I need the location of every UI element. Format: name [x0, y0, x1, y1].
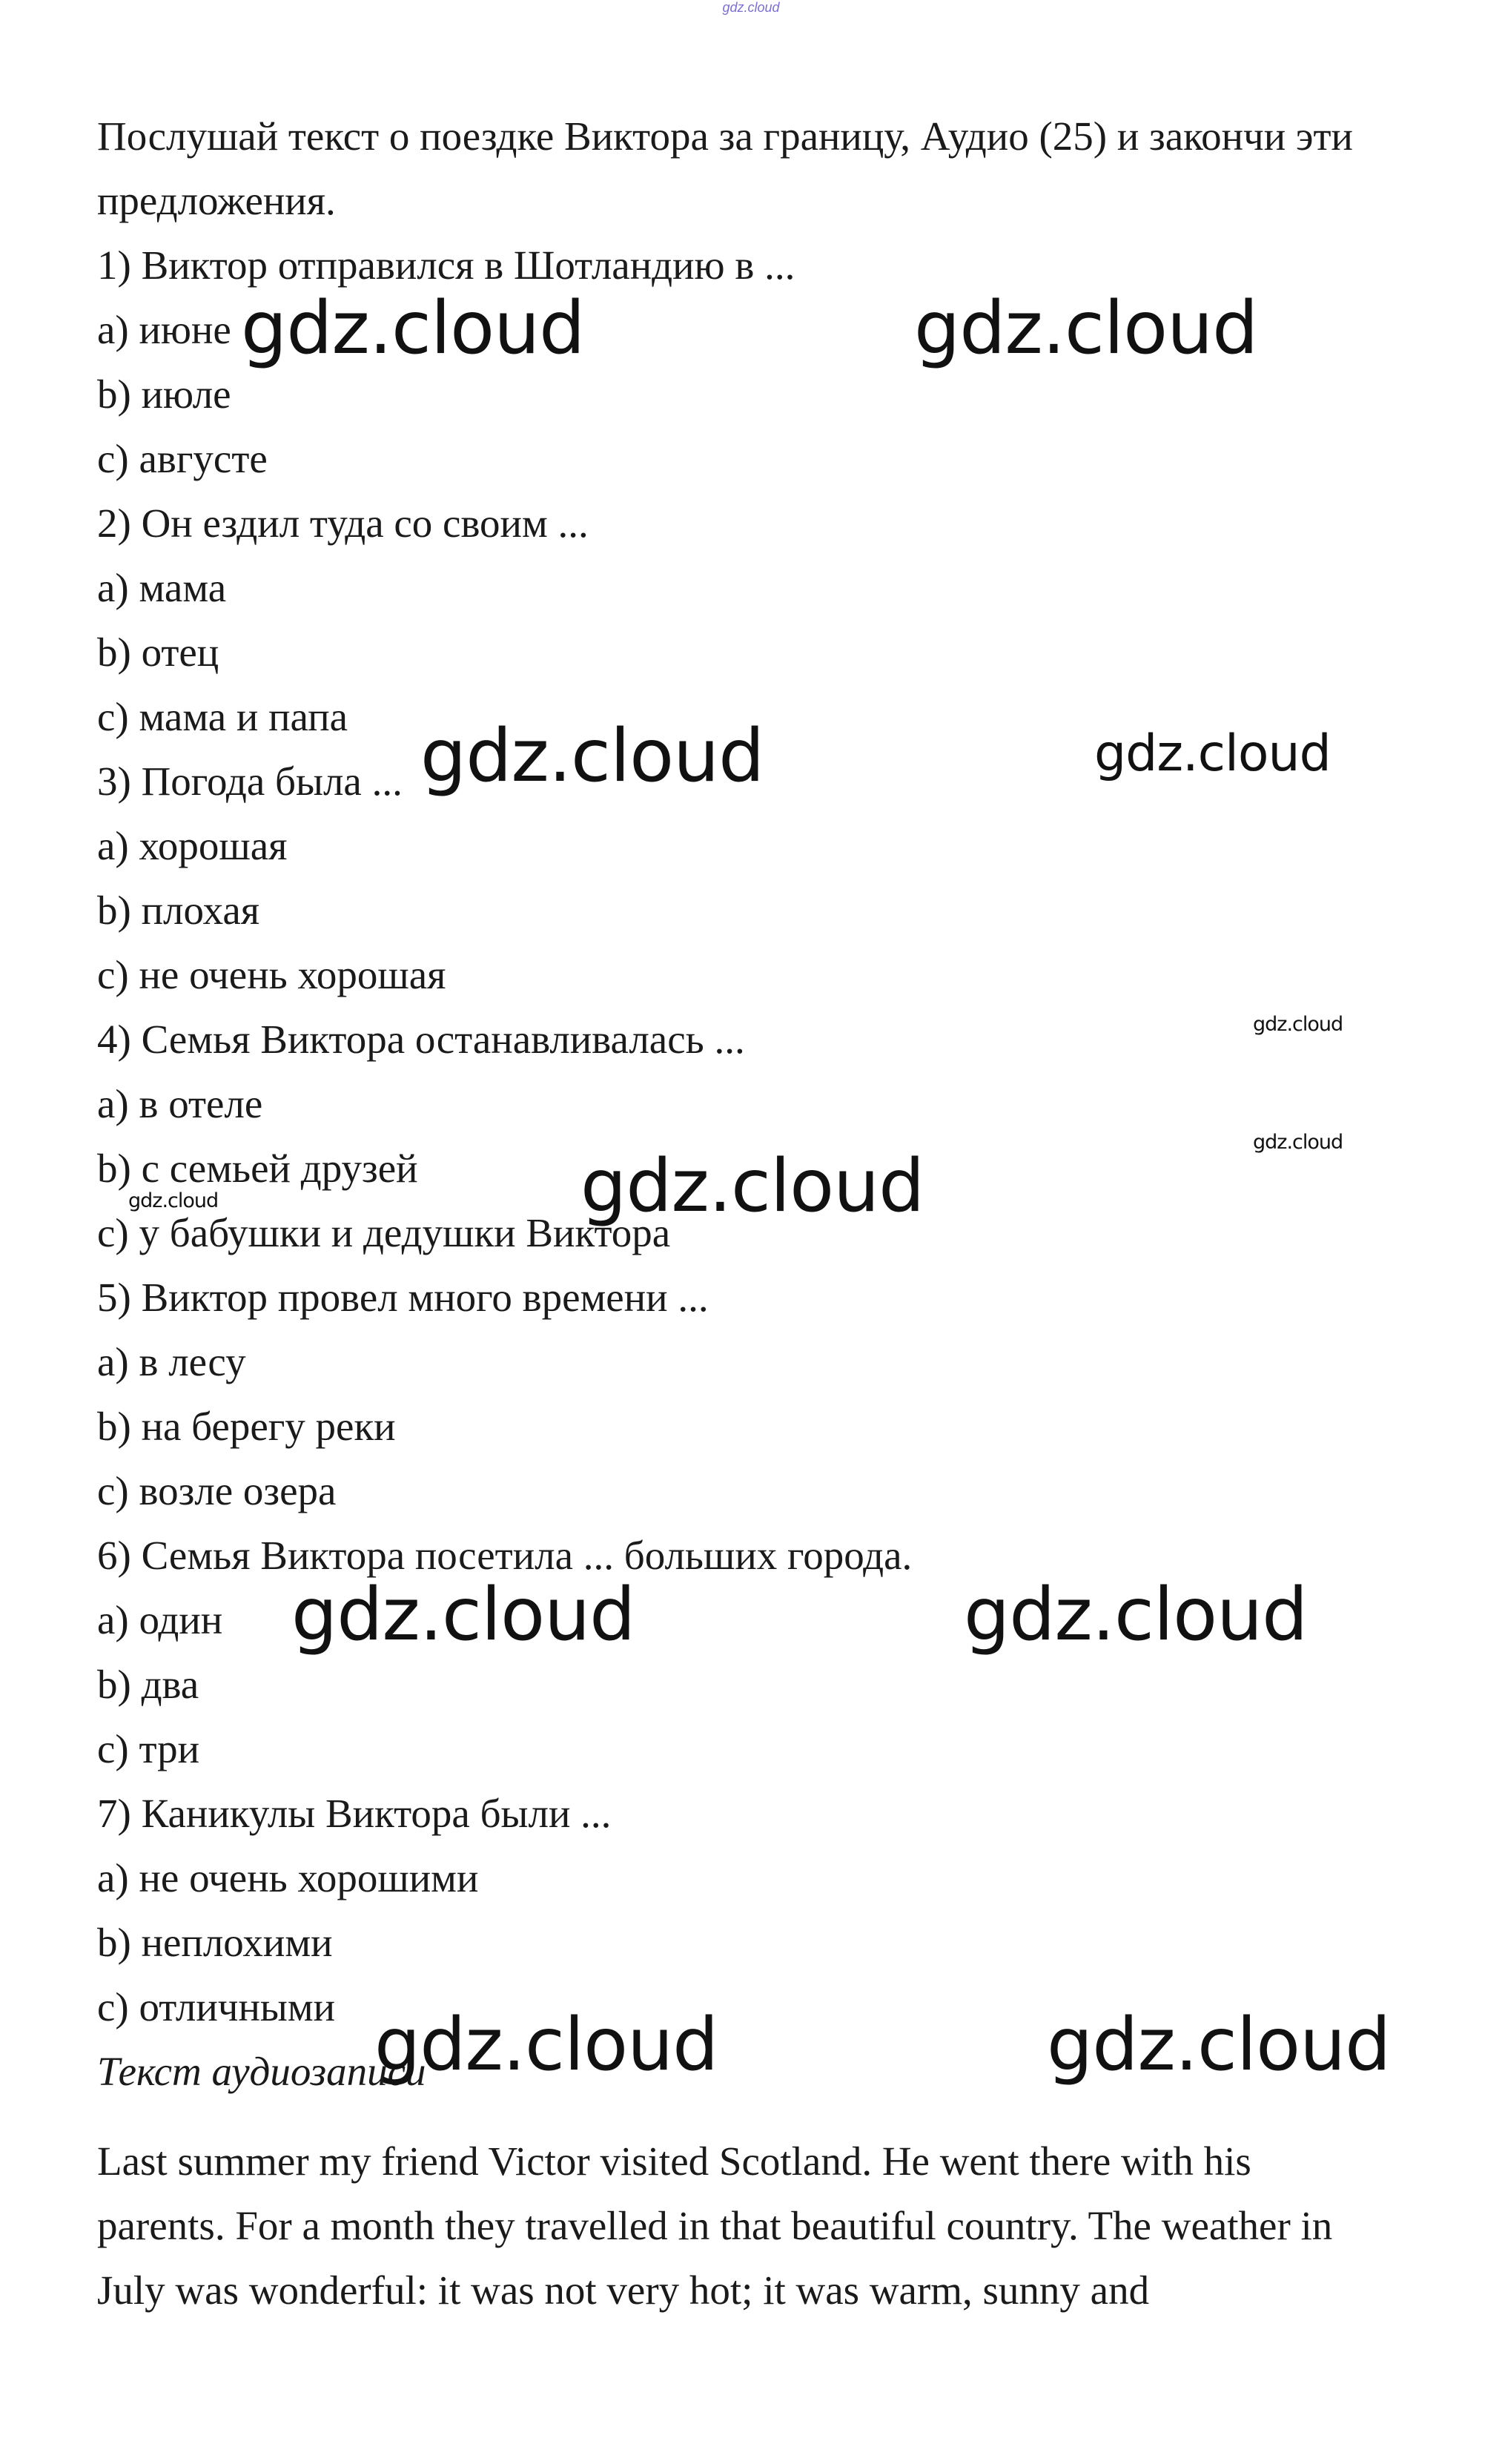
answer-option: b) неплохими	[97, 1920, 333, 1965]
watermark: gdz.cloud	[1253, 1131, 1343, 1154]
exercise-instruction: Послушай текст о поездке Виктора за границу, Аудио (25) и закончи эти предложения.	[97, 113, 1353, 223]
answer-option: b) плохая	[97, 888, 260, 933]
answer-option: b) на берегу реки	[97, 1404, 396, 1449]
answer-option: b) с семьей друзей	[97, 1146, 418, 1191]
answer-option: c) у бабушки и дедушки Виктора	[97, 1210, 671, 1255]
watermark: gdz.cloud	[1094, 724, 1331, 783]
answer-option: a) не очень хорошими	[97, 1855, 479, 1900]
answer-option: a) хорошая	[97, 823, 288, 868]
watermark: gdz.cloud	[1047, 2003, 1391, 2087]
question-5: 5) Виктор провел много времени ...	[97, 1275, 709, 1320]
watermark: gdz.cloud	[420, 714, 764, 799]
question-3: 3) Погода была ...	[97, 759, 403, 804]
watermark: gdz.cloud	[914, 286, 1258, 371]
question-2: 2) Он ездил туда со своим ...	[97, 501, 589, 546]
answer-option: c) августе	[97, 436, 268, 481]
answer-option: a) один	[97, 1597, 223, 1642]
audio-transcript-heading: Текст аудиозаписи	[97, 2049, 426, 2094]
top-watermark: gdz.cloud	[722, 0, 780, 15]
answer-option: a) в отеле	[97, 1081, 263, 1126]
watermark: gdz.cloud	[964, 1573, 1308, 1657]
answer-option: b) два	[97, 1662, 199, 1707]
audio-transcript-text: Last summer my friend Victor visited Scotland. He went there with his parents. For a month they travelled in that beautiful country. The weather in July was wonderful: it was not very hot; it was warm, sunny and	[97, 2138, 1333, 2313]
answer-option: c) три	[97, 1726, 200, 1771]
question-4: 4) Семья Виктора останавливалась ...	[97, 1017, 745, 1062]
watermark: gdz.cloud	[291, 1573, 635, 1657]
question-6: 6) Семья Виктора посетила ... больших города.	[97, 1533, 913, 1578]
answer-option: c) возле озера	[97, 1468, 337, 1513]
question-7: 7) Каникулы Виктора были ...	[97, 1791, 612, 1836]
answer-option: b) июле	[97, 371, 231, 417]
watermark: gdz.cloud	[1253, 1013, 1343, 1036]
answer-option: a) мама	[97, 565, 227, 610]
question-1: 1) Виктор отправился в Шотландию в ...	[97, 242, 795, 288]
answer-option: c) мама и папа	[97, 694, 348, 739]
answer-option: c) отличными	[97, 1984, 336, 2029]
answer-option: a) июне	[97, 307, 231, 352]
watermark: gdz.cloud	[128, 1189, 219, 1212]
watermark: gdz.cloud	[580, 1144, 924, 1229]
answer-option: c) не очень хорошая	[97, 952, 446, 997]
answer-option: a) в лесу	[97, 1339, 246, 1384]
watermark: gdz.cloud	[241, 286, 585, 371]
watermark: gdz.cloud	[374, 2003, 718, 2087]
answer-option: b) отец	[97, 630, 219, 675]
